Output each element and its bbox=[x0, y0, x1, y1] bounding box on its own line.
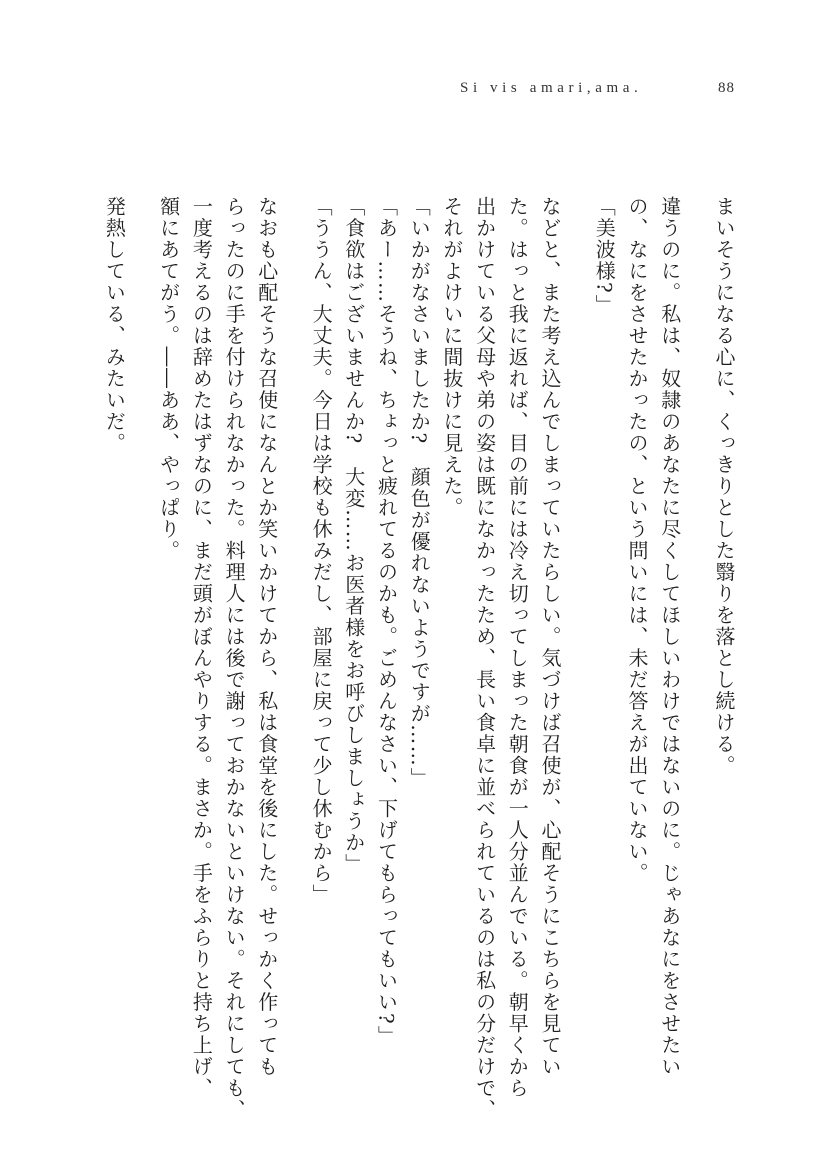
text-line: 違うのに。私は、奴隷のあなたに尽くしてほしいわけではないのに。じゃあなにをさせたい bbox=[657, 196, 682, 1078]
text-line: 「食欲はございませんか? 大変……お医者様をお呼びしましょうか」 bbox=[341, 196, 366, 875]
text-line: 「あー……そうね、ちょっと疲れてるのかも。ごめんなさい、下げてもらってもいい?」 bbox=[374, 196, 399, 1047]
text-line: 「いかがなさいましたか? 顔色が優れないようですが……」 bbox=[407, 196, 432, 789]
page-number: 88 bbox=[718, 80, 735, 96]
text-line: などと、また考え込んでしまっていたらしい。気づけば召使が、心配そうにこちらを見てい bbox=[538, 196, 562, 1078]
text-line: なおも心配そうな召使になんとか笑いかけてから、私は食堂を後にした。せっかく作っても bbox=[254, 196, 279, 1078]
text-line: の、なにをさせたかったの、という問いには、未だ答えが出ていない。 bbox=[625, 196, 649, 884]
page-header bbox=[0, 80, 840, 100]
running-title: Si vis amari,ama. bbox=[460, 80, 643, 96]
text-line: 一度考えるのは辞めたはずなのに、まだ頭がぼんやりする。まさか。手をふらりと持ち上げ、 bbox=[189, 196, 214, 1099]
text-line: 発熱している、みたいだ。 bbox=[102, 196, 127, 454]
text-line: 「ううん、大丈夫。今日は学校も休みだし、部屋に戻って少し休むから」 bbox=[309, 196, 334, 906]
text-line: らったのに手を付けられなかった。料理人には後で謝っておかないといけない。それにしても、 bbox=[222, 196, 247, 1121]
text-line: 額にあてがう。――ああ、やっぱり。 bbox=[156, 196, 181, 562]
text-line: それがよけいに間抜けに見えた。 bbox=[439, 196, 464, 519]
text-line: 「美波様?」 bbox=[592, 196, 617, 316]
text-line: まいそうになる心に、くっきりとした翳りを落とし続ける。 bbox=[712, 196, 736, 777]
text-line: 出かけている父母や弟の姿は既になかったため、長い食卓に並べられているのは私の分だけで、 bbox=[472, 196, 497, 1121]
vertical-text-block bbox=[98, 196, 740, 1121]
text-line: た。はっと我に返れば、目の前には冷え切ってしまった朝食が一人分並んでいる。朝早くから bbox=[505, 196, 530, 1099]
